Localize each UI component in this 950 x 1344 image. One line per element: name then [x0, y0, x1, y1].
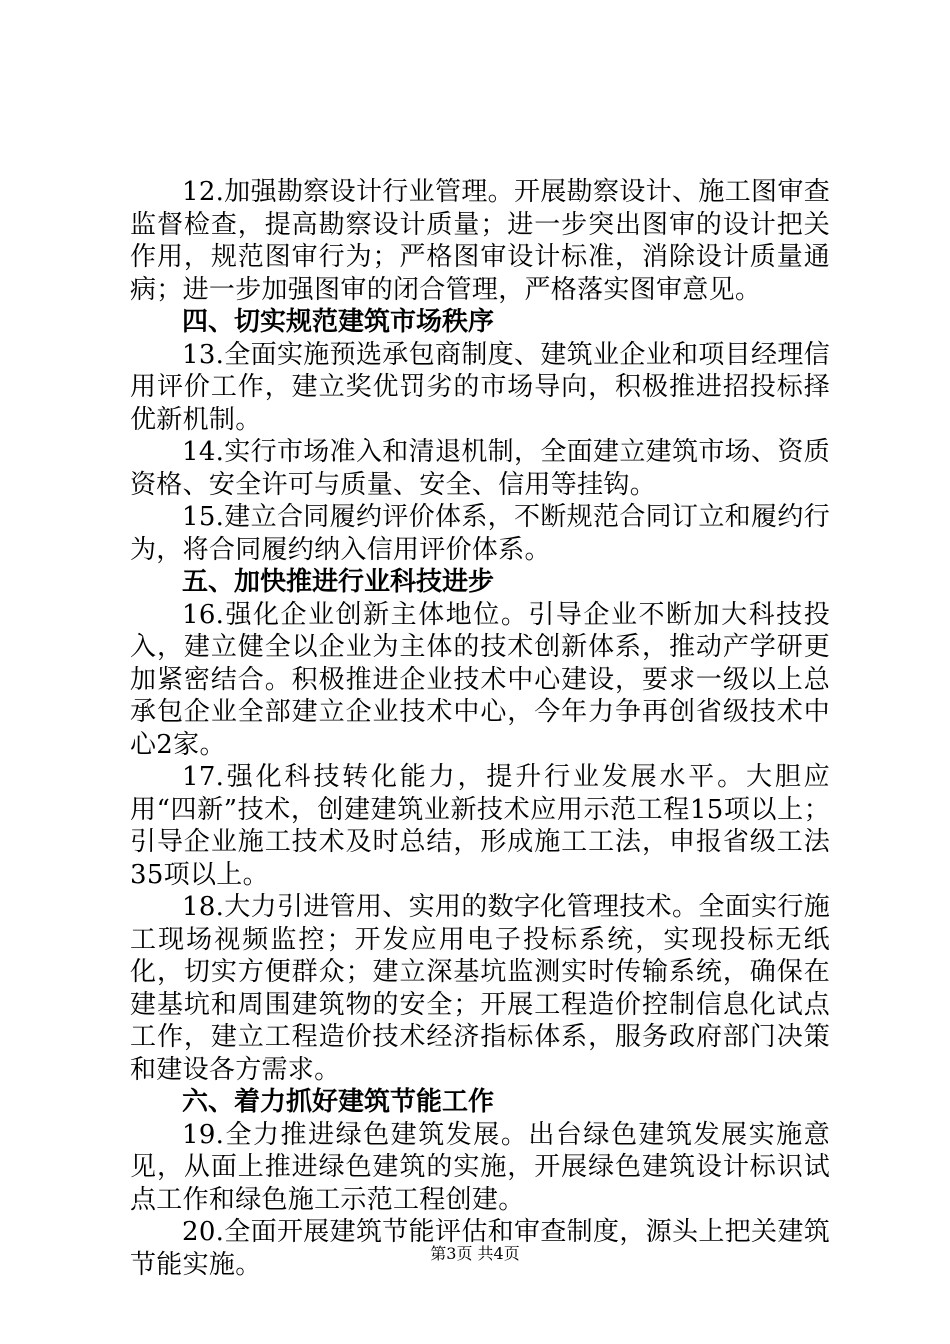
page-number: 第3页 共4页 — [430, 1244, 520, 1263]
paragraph-item-14: 14.实行市场准入和清退机制，全面建立建筑市场、资质资格、安全许可与质量、安全、信用等挂钩。 — [130, 437, 830, 500]
section-heading-4: 四、切实规范建筑市场秩序 — [182, 307, 495, 337]
paragraph-item-20: 20.全面开展建筑节能评估和审查制度，源头上把关建筑节能实施。 — [130, 1217, 830, 1280]
paragraph-item-12: 12.加强勘察设计行业管理。开展勘察设计、施工图审查监督检查，提高勘察设计质量；进一步突出图审的设计把关作用，规范图审行为；严格图审设计标准，消除设计质量通病；进一步加强图审的闭合管理，严格落实图审意见。 — [130, 177, 830, 305]
document-body — [130, 176, 830, 1281]
paragraph-item-15: 15.建立合同履约评价体系，不断规范合同订立和履约行为，将合同履约纳入信用评价体系。 — [130, 502, 830, 565]
paragraph-item-18: 18.大力引进管用、实用的数字化管理技术。全面实行施工现场视频监控；开发应用电子投标系统，实现投标无纸化，切实方便群众；建立深基坑监测实时传输系统，确保在建基坑和周围建筑物的安全；开展工程造价控制信息化试点工作，建立工程造价技术经济指标体系，服务政府部门决策和建设各方需求。 — [130, 892, 830, 1085]
section-heading-6: 六、着力抓好建筑节能工作 — [182, 1087, 495, 1117]
paragraph-item-19: 19.全力推进绿色建筑发展。出台绿色建筑发展实施意见，从面上推进绿色建筑的实施，开展绿色建筑设计标识试点工作和绿色施工示范工程创建。 — [130, 1119, 830, 1215]
section-heading-5: 五、加快推进行业科技进步 — [182, 567, 495, 597]
paragraph-item-16: 16.强化企业创新主体地位。引导企业不断加大科技投入，建立健全以企业为主体的技术创新体系，推动产学研更加紧密结合。积极推进企业技术中心建设，要求一级以上总承包企业全部建立企业技术中心，今年力争再创省级技术中心2家。 — [130, 599, 830, 760]
paragraph-item-17: 17.强化科技转化能力，提升行业发展水平。大胆应用“四新”技术，创建建筑业新技术应用示范工程15项以上；引导企业施工技术及时总结，形成施工工法，申报省级工法35项以上。 — [130, 762, 830, 890]
paragraph-item-13: 13.全面实施预选承包商制度、建筑业企业和项目经理信用评价工作，建立奖优罚劣的市场导向，积极推进招投标择优新机制。 — [130, 339, 830, 435]
page-footer — [0, 1244, 950, 1264]
